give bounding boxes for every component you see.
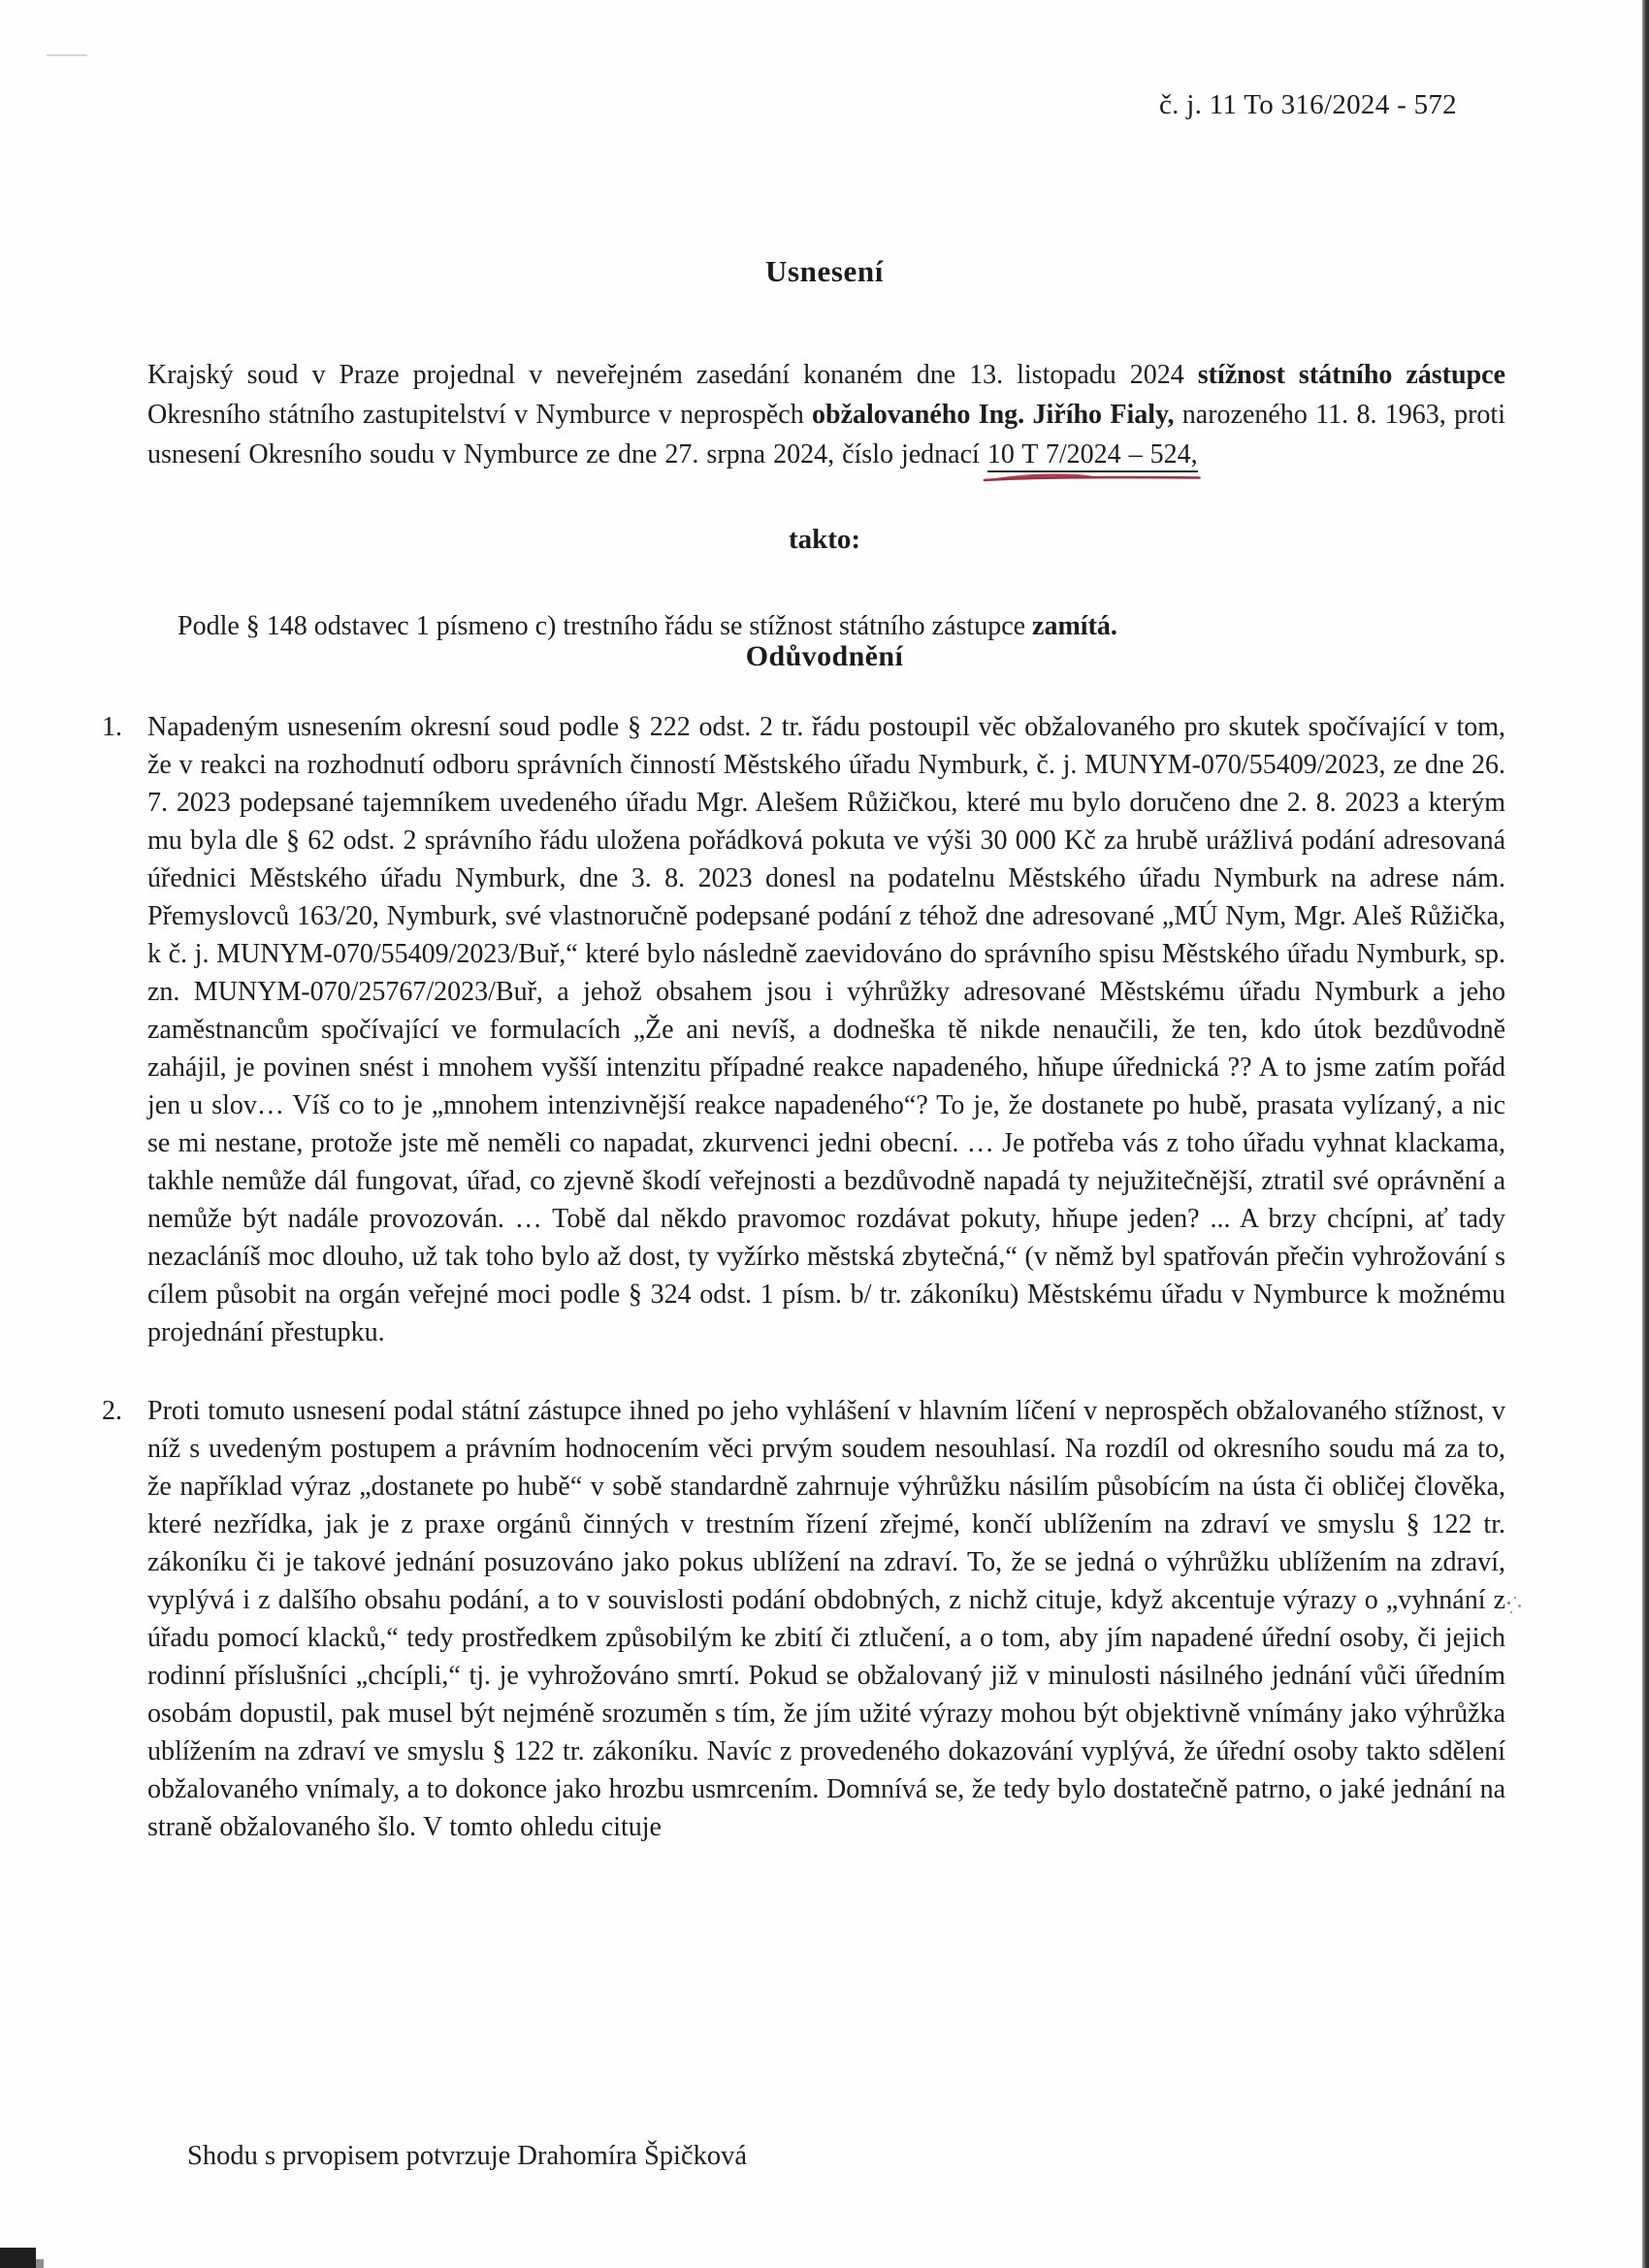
scan-corner-blot: [0, 2248, 36, 2268]
intro-bold-defendant: obžalovaného Ing. Jiřího Fialy,: [812, 400, 1175, 430]
red-pen-underline-mark: [980, 468, 1203, 487]
section-label-takto: takto:: [788, 524, 861, 555]
intro-paragraph: [147, 355, 1505, 474]
document-title: Usnesení: [765, 254, 884, 288]
certification-line: Shodu s prvopisem potvrzuje Drahomíra Špičková: [187, 2141, 748, 2171]
scan-smudge-top-left: [47, 54, 87, 56]
case-reference-text: 10 T 7/2024 – 524,: [986, 439, 1198, 470]
intro-bold-complainant: stížnost státního zástupce: [1197, 360, 1506, 390]
scan-edge-strip: [1642, 0, 1649, 2268]
reason-item-2: [102, 1392, 1505, 1846]
intro-text: Okresního státního zastupitelství v Nymburce v neprospěch: [147, 400, 813, 430]
intro-text: Krajský soud v Praze projednal v neveřejném zasedání konaném dne 13. listopadu 2024: [147, 360, 1198, 390]
case-reference-underlined: [987, 439, 1198, 472]
reason-number: 2.: [102, 1396, 122, 1426]
scan-speckle: [1505, 1596, 1531, 1621]
reason-list: [102, 708, 1505, 1846]
reason-number: 1.: [102, 712, 122, 742]
verdict-text: Podle § 148 odstavec 1 písmeno c) trestního řádu se stížnost státního zástupce: [178, 611, 1033, 641]
reason-text: Proti tomuto usnesení podal státní zástupce ihned po jeho vyhlášení v hlavním líčení v neprospěch obžalovaného stížnost, v níž s uvedeným postupem a právním hodnocením věci prvým soudem nesouhlasí. Na rozdíl od okresního soudu má za to, že například výraz „dostanete po hubě“ v sobě standardně zahrnuje výhrůžku násilím působícím na ústa či obličej člověka, které nezřídka, jak je z praxe orgánů činných v trestním řízení zřejmé, končí ublížením na zdraví ve smyslu § 122 tr. zákoníku či je takové jednání posuzováno jako pokus ublížení na zdraví. To, že se jedná o výhrůžku ublížením na zdraví, vyplývá i z dalšího obsahu podání, a to v souvislosti podání obdobných, z nichž cituje, když akcentuje výrazy o „vyhnání z úřadu pomocí klacků,“ tedy prostředkem způsobilým ke zbití či ztlučení, a o tom, aby jím napadené úřední osoby, či jejich rodinní příslušníci „chcípli,“ tj. je vyhrožováno smrtí. Pokud se obžalovaný již v minulosti násilného jednání vůči úředním osobám dopustil, pak musel být nejméně srozuměn s tím, že jím užité výrazy mohou být objektivně vnímány jako výhrůžka ublížením na zdraví ve smyslu § 122 tr. zákoníku. Navíc z provedeného dokazování vyplývá, že úřední osoby takto sdělení obžalovaného vnímaly, a to dokonce jako hrozbu usmrcením. Domnívá se, že tedy bylo dostatečně patrno, o jaké jednání na straně obžalovaného šlo. V tomto ohledu cituje: [147, 1396, 1505, 1842]
reasoning-heading: Odůvodnění: [745, 640, 904, 672]
reason-text: Napadeným usnesením okresní soud podle § 222 odst. 2 tr. řádu postoupil věc obžalovaného pro skutek spočívající v tom, že v reakci na rozhodnutí odboru správních činností Městského úřadu Nymburk, č. j. MUNYM-070/55409/2023, ze dne 26. 7. 2023 podepsané tajemníkem uvedeného úřadu Mgr. Alešem Růžičkou, které mu bylo doručeno dne 2. 8. 2023 a kterým mu byla dle § 62 odst. 2 správního řádu uložena pořádková pokuta ve výši 30 000 Kč za hrubě urážlivá podání adresovaná úřednici Městského úřadu Nymburk, dne 3. 8. 2023 donesl na podatelnu Městského úřadu Nymburk na adrese nám. Přemyslovců 163/20, Nymburk, své vlastnoručně podepsané podání z téhož dne adresované „MÚ Nym, Mgr. Aleš Růžička, k č. j. MUNYM-070/55409/2023/Buř,“ které bylo následně zaevidováno do správního spisu Městského úřadu Nymburk, sp. zn. MUNYM-070/25767/2023/Buř, a jehož obsahem jsou i výhrůžky adresované Městskému úřadu Nymburk a jeho zaměstnancům spočívající ve formulacích „Že ani nevíš, a dodneška tě nikde nenaučili, že ten, kdo útok bezdůvodně zahájil, je povinen snést i mnohem vyšší intenzitu případné reakce napadeného, hňupe úřednická ?? A to jsme zatím pořád jen u slov… Víš co to je „mnohem intenzivnější reakce napadeného“? To je, že dostanete po hubě, prasata vylízaný, a nic se mi nestane, protože jste mě neměli co napadat, zkurvenci jedni obecní. … Je potřeba vás z toho úřadu vyhnat klackama, takhle nemůže dál fungovat, úřad, co zjevně škodí veřejnosti a bezdůvodně napadá ty nejužitečnější, ztratil své oprávnění a nemůže být nadále provozován. … Tobě dal někdo pravomoc rozdávat pokuty, hňupe jeden? ... A brzy chcípni, ať tady nezacláníš moc dlouho, už tak toho bylo až dost, ty vyžírko městská zbytečná,“ (v němž byl spatřován přečin vyhrožování s cílem působit na orgán veřejné moci podle § 324 odst. 1 písm. b/ tr. zákoníku) Městskému úřadu v Nymburce k možnému projednání přestupku.: [147, 712, 1505, 1347]
scan-corner-blot-notch: [36, 2259, 44, 2268]
intro-text: narozeného 11. 8. 1963, proti usnesení Okresního soudu v Nymburce ze dne 27. srpna 2024, číslo jednací: [147, 400, 1505, 470]
case-number: č. j. 11 To 316/2024 - 572: [1158, 89, 1457, 120]
reason-item-1: [102, 708, 1505, 1351]
verdict-emphasis: zamítá.: [1032, 611, 1117, 641]
